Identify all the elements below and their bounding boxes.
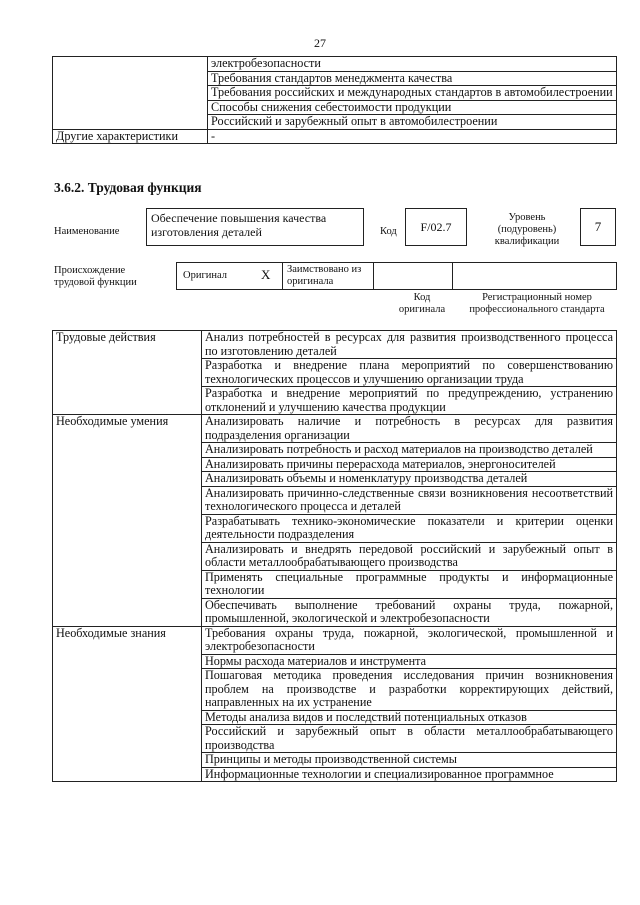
table-row: Способы снижения себестоимости продукции xyxy=(208,100,617,115)
table-row: Анализировать причинно-следственные связи возникновения несоответствий технологического процесса и деталей xyxy=(202,486,617,514)
level-box xyxy=(580,208,616,246)
borrowed-label: Заимствовано из оригинала xyxy=(287,264,362,287)
table-row: Разрабатывать технико-экономические показатели и критерии оценки деятельности подразделения xyxy=(202,514,617,542)
registration-caption: Регистрационный номер профессионального стандарта xyxy=(469,292,605,315)
code-label: Код xyxy=(380,226,397,237)
code-caption: Код оригинала xyxy=(398,292,446,315)
table-row: электробезопасности xyxy=(208,57,617,72)
table-row: Российский и зарубежный опыт в области металлообрабатывающего производства xyxy=(202,725,617,753)
table-row: Требования охраны труда, пожарной, экологической, промышленной и электробезопасности xyxy=(202,626,617,654)
other-characteristics-value: - xyxy=(208,129,617,144)
table-row: Разработка и внедрение плана мероприятий по совершенствованию технологических процессов и улучшению организации труда xyxy=(202,359,617,387)
table-row: Анализировать потребность и расход материалов на производство деталей xyxy=(202,443,617,458)
table-row: Применять специальные программные продукты и информационные технологии xyxy=(202,570,617,598)
origin-label: Происхождение трудовой функции xyxy=(54,265,137,288)
function-name-box xyxy=(146,208,364,246)
table-row: Нормы расхода материалов и инструмента xyxy=(202,654,617,669)
table-row: Требования стандартов менеджмента качества xyxy=(208,71,617,86)
page-number: 27 xyxy=(314,36,326,50)
table-row: Анализ потребностей в ресурсах для развития производственного процесса по изготовлению деталей xyxy=(202,331,617,359)
divider xyxy=(282,262,283,290)
table-row: Требования российских и международных стандартов в автомобилестроении xyxy=(208,86,617,101)
divider xyxy=(373,262,374,290)
table-row: Анализировать объемы и номенклатуру производства деталей xyxy=(202,472,617,487)
level-value: 7 xyxy=(594,219,602,234)
section-title: 3.6.2. Трудовая функция xyxy=(54,180,202,195)
required-knowledge-label: Необходимые знания xyxy=(53,626,202,782)
labor-function-table xyxy=(52,330,617,782)
empty-label-cell xyxy=(53,57,208,130)
origin-box xyxy=(176,262,617,290)
level-label: Уровень (подуровень) квалификации xyxy=(494,212,560,247)
table-row: Анализировать наличие и потребность в ресурсах для развития подразделения организации xyxy=(202,415,617,443)
table-row: Российский и зарубежный опыт в автомобилестроении xyxy=(208,115,617,130)
name-label: Наименование xyxy=(54,226,120,237)
divider xyxy=(452,262,453,290)
table-row: Анализировать и внедрять передовой российский и зарубежный опыт в области металлообрабатывающего производства xyxy=(202,542,617,570)
required-skills-label: Необходимые умения xyxy=(53,415,202,627)
labor-actions-label: Трудовые действия xyxy=(53,331,202,415)
table-row: Разработка и внедрение мероприятий по предупреждению, устранению отклонений и улучшению качества продукции xyxy=(202,387,617,415)
other-characteristics-label: Другие характеристики xyxy=(53,129,208,144)
table-row: Пошаговая методика проведения исследования причин возникновения проблем на производстве и разработки корректирующих действий, направленных на их устранение xyxy=(202,669,617,711)
function-code-value: F/02.7 xyxy=(420,220,452,234)
table-row: Методы анализа видов и последствий потенциальных отказов xyxy=(202,710,617,725)
table-row: Информационные технологии и специализированное программное xyxy=(202,767,617,782)
original-mark: X xyxy=(261,267,271,282)
continuation-table xyxy=(52,56,617,144)
table-row: Принципы и методы производственной системы xyxy=(202,753,617,768)
function-code-box xyxy=(405,208,467,246)
table-row: Обеспечивать выполнение требований охраны труда, пожарной, промышленной, экологической и электробезопасности xyxy=(202,598,617,626)
function-name-value: Обеспечение повышения качества изготовления деталей xyxy=(151,211,327,239)
table-row: Анализировать причины перерасхода материалов, энергоносителей xyxy=(202,457,617,472)
original-label: Оригинал xyxy=(183,270,227,281)
